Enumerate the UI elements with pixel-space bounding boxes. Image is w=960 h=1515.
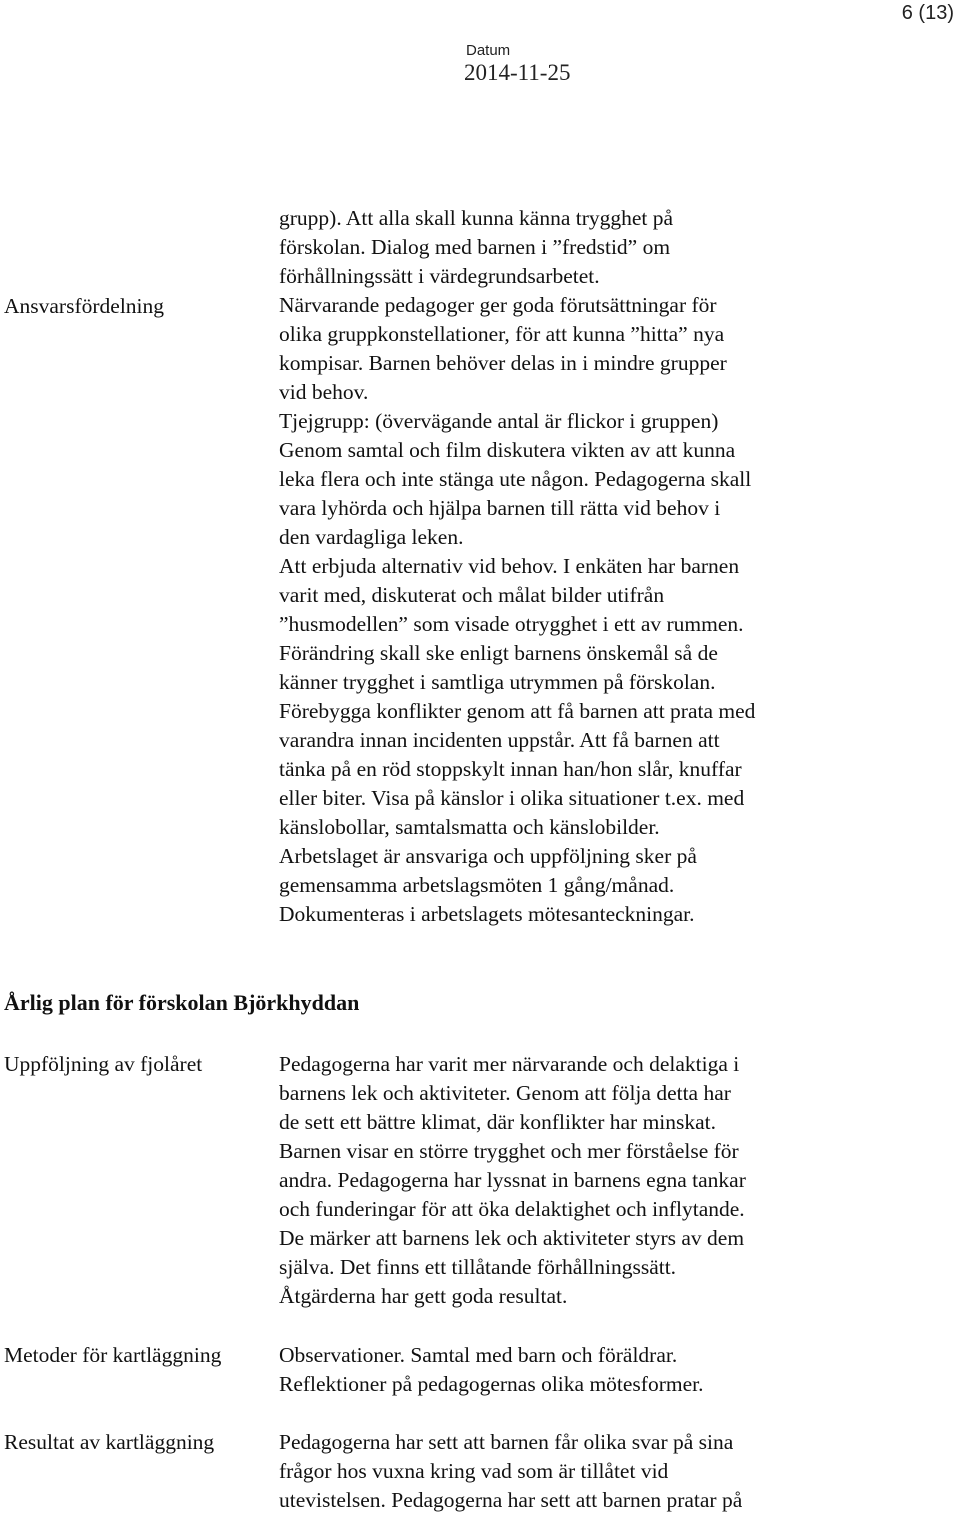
row-label-resultat: Resultat av kartläggning bbox=[4, 1430, 215, 1454]
text-line: andra. Pedagogerna har lyssnat in barnens egna tankar bbox=[279, 1168, 746, 1192]
text-line: Närvarande pedagoger ger goda förutsättningar för bbox=[279, 293, 717, 317]
text-line: de sett ett bättre klimat, där konflikter har minskat. bbox=[279, 1110, 717, 1134]
text-line: Tjejgrupp: (övervägande antal är flickor i gruppen) bbox=[279, 409, 719, 433]
text-line: Reflektioner på pedagogernas olika mötesformer. bbox=[279, 1372, 704, 1396]
text-line: Förändring skall ske enligt barnens önskemål så de bbox=[279, 641, 718, 665]
text-line: grupp). Att alla skall kunna känna trygghet på bbox=[279, 206, 674, 230]
text-line: barnens lek och aktiviteter. Genom att följa detta har bbox=[279, 1081, 731, 1105]
text-line: tänka på en röd stoppskylt innan han/hon slår, knuffar bbox=[279, 757, 742, 781]
text-line: Åtgärderna har gett goda resultat. bbox=[279, 1284, 568, 1308]
text-line: vid behov. bbox=[279, 380, 369, 404]
ansvarsfordelning-text bbox=[279, 204, 859, 929]
text-line: eller biter. Visa på känslor i olika situationer t.ex. med bbox=[279, 786, 745, 810]
row-label-metoder: Metoder för kartläggning bbox=[4, 1343, 222, 1367]
date-label: Datum bbox=[466, 42, 511, 59]
text-line: och funderingar för att öka delaktighet och inflytande. bbox=[279, 1197, 745, 1221]
text-line: Observationer. Samtal med barn och föräldrar. bbox=[279, 1343, 678, 1367]
text-line: förskolan. Dialog med barnen i ”fredstid” om bbox=[279, 235, 671, 259]
text-line: utevistelsen. Pedagogerna har sett att barnen pratar på bbox=[279, 1488, 743, 1512]
page-number: 6 (13) bbox=[901, 2, 954, 24]
text-line: känner trygghet i samtliga utrymmen på förskolan. bbox=[279, 670, 716, 694]
text-line: kompisar. Barnen behöver delas in i mindre grupper bbox=[279, 351, 727, 375]
date-value: 2014-11-25 bbox=[464, 60, 571, 85]
resultat-text bbox=[279, 1428, 859, 1515]
text-line: den vardagliga leken. bbox=[279, 525, 464, 549]
text-line: gemensamma arbetslagsmöten 1 gång/månad. bbox=[279, 873, 675, 897]
text-line: känslobollar, samtalsmatta och känslobilder. bbox=[279, 815, 660, 839]
text-line: olika gruppkonstellationer, för att kunna ”hitta” nya bbox=[279, 322, 725, 346]
text-line: själva. Det finns ett tillåtande förhållningssätt. bbox=[279, 1255, 677, 1279]
metoder-text bbox=[279, 1341, 859, 1399]
text-line: Att erbjuda alternativ vid behov. I enkäten har barnen bbox=[279, 554, 740, 578]
section-heading: Årlig plan för förskolan Björkhyddan bbox=[4, 990, 360, 1015]
uppfoljning-text bbox=[279, 1050, 859, 1311]
text-line: Barnen visar en större trygghet och mer förståelse för bbox=[279, 1139, 739, 1163]
row-label-ansvarsfordelning: Ansvarsfördelning bbox=[4, 294, 165, 318]
text-line: förhållningssätt i värdegrundsarbetet. bbox=[279, 264, 600, 288]
text-line: Pedagogerna har varit mer närvarande och delaktiga i bbox=[279, 1052, 740, 1076]
text-line: frågor hos vuxna kring vad som är tillåtet vid bbox=[279, 1459, 669, 1483]
text-line: varit med, diskuterat och målat bilder utifrån bbox=[279, 583, 665, 607]
text-line: Dokumenteras i arbetslagets mötesanteckningar. bbox=[279, 902, 695, 926]
text-line: Genom samtal och film diskutera vikten av att kunna bbox=[279, 438, 736, 462]
text-line: Förebygga konflikter genom att få barnen att prata med bbox=[279, 699, 756, 723]
text-line: leka flera och inte stänga ute någon. Pedagogerna skall bbox=[279, 467, 752, 491]
text-line: Arbetslaget är ansvariga och uppföljning sker på bbox=[279, 844, 697, 868]
text-line: ”husmodellen” som visade otrygghet i ett av rummen. bbox=[279, 612, 744, 636]
text-line: varandra innan incidenten uppstår. Att få barnen att bbox=[279, 728, 720, 752]
text-line: Pedagogerna har sett att barnen får olika svar på sina bbox=[279, 1430, 734, 1454]
text-line: vara lyhörda och hjälpa barnen till rätta vid behov i bbox=[279, 496, 721, 520]
text-line: De märker att barnens lek och aktiviteter styrs av dem bbox=[279, 1226, 745, 1250]
row-label-uppfoljning: Uppföljning av fjolåret bbox=[4, 1052, 203, 1076]
